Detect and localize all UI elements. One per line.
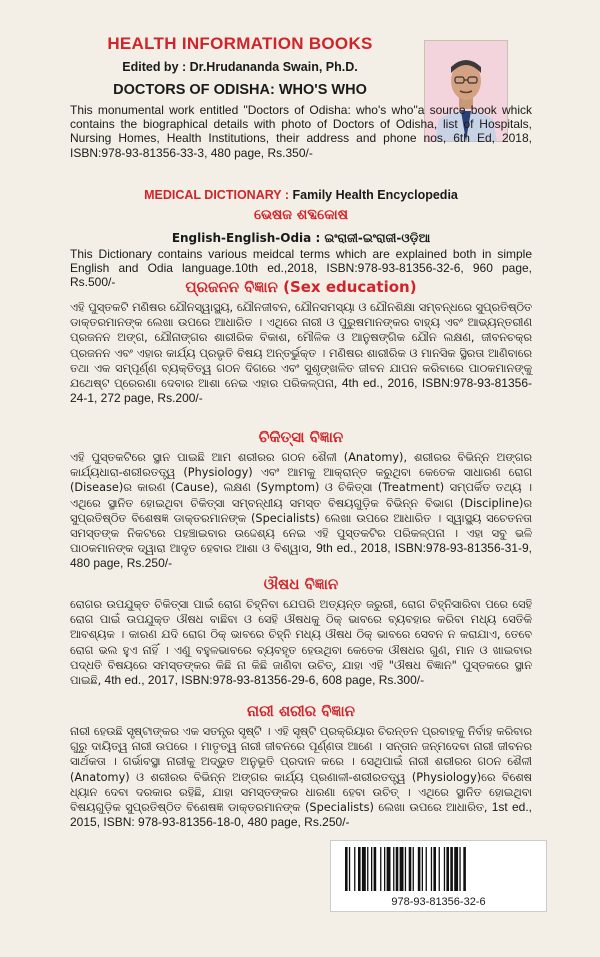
- barcode-bar: [345, 847, 348, 891]
- medicine-description: ଏହି ପୁସ୍ତକଟିରେ ସ୍ଥାନ ପାଇଛି ଆମ ଶରୀରର ଗଠନ ଶୈଳୀ (Anatomy), ଶରୀରର ବିଭିନ୍ନ ଅଙ୍ଗର କାର୍ଯ୍ୟଧାରା-ଶରୀରତତ୍ତ୍ୱ (Physiology) ଏବଂ ଆମକୁ ଆକ୍ରାନ୍ତ କରୁଥିବା କେତେକ ସାଧାରଣ ରୋଗ (Disease)ର କାରଣ (Cause), ଲକ୍ଷଣ (Symptom) ଓ ଚିକିତ୍ସା (Treatment) ସମ୍ପର୍କିତ ତଥ୍ୟ । ଏଥିରେ ସ୍ଥାନିତ ହୋଇଥିବା ଚିକିତ୍ସା ସମ୍ବନ୍ଧୀୟ ସମସ୍ତ ବିଷୟଗୁଡ଼ିକ ବିଭିନ୍ନ ବିଭାଗ (Discipline)ର ସୁପ୍ରତିଷ୍ଠିତ ବିଶେଷଜ୍ଞ ଡାକ୍ତରମାନଙ୍କ (Specialists) ଲେଖା ଉପରେ ଆଧାରିତ । ସ୍ୱାସ୍ଥ୍ୟ ସଚେତନତା ସମସ୍ତଙ୍କ ନିକଟରେ ପହଞ୍ଚାଇବାର ଉଦ୍ଦେଶ୍ୟ ନେଇ ଏହି ପୁସ୍ତକଟିର ପରିକଳ୍ପନା । ଏହା ସବୁ ଭଳି ପାଠକମାନଙ୍କ ଦ୍ୱାରା ଆଦୃତ ହେବାର ଆଶା ଓ ବିଶ୍ୱାସ,: [70, 451, 532, 556]
- medicine-text: [70, 450, 532, 571]
- barcode-bar: [459, 847, 460, 891]
- barcode-bar: [393, 847, 394, 891]
- gynecology-description: ନାରୀ ହେଉଛି ସୃଷ୍ଟାଙ୍କର ଏକ ସତନ୍ତ୍ର ସୃଷ୍ଟି । ଏହି ସୃଷ୍ଟି ପ୍ରକ୍ରିୟାର ଚିରନ୍ତନ ପ୍ରବାହକୁ ନିର୍ବାହ କରିବାର ଗୁରୁ ଦାୟିତ୍ୱ ନାରୀ ଉପରେ । ମାତୃତ୍ୱ ନାରୀ ଜୀବନରେ ପୂର୍ଣ୍ଣତା ଆଣେ । ସନ୍ତାନ ଜନ୍ମଦେବା ନାରୀ ଜୀବନର ସାର୍ଥକତା । ଗର୍ଭାବସ୍ଥା ନାରୀକୁ ଅଦ୍ଭୁତ ଅନୁଭୂତି ପ୍ରଦାନ କରେ । ସେଥିପାଇଁ ନାରୀ ଶରୀରର ଗଠନ ଶୈଳୀ (Anatomy) ଓ ଶରୀରର ବିଭିନ୍ନ ଅଙ୍ଗର କାର୍ଯ୍ୟ ପ୍ରଣାଳୀ-ଶରୀରତତ୍ତ୍ୱ (Physiology)ରେ ବିଶେଷ ଧ୍ୟାନ ଦେବା ଦରକାର ରହିଛି, ଯାହା ସମସ୍ତଙ୍କର ଧାରଣା ହେବା ଉଚିତ୍ । ଏଥିରେ ସ୍ଥାନିତ ହୋଇଥିବା ବିଷୟଗୁଡ଼ିକ ସୁପ୍ରତିଷ୍ଠିତ ବିଶେଷଜ୍ଞ ଡାକ୍ତରମାନଙ୍କ (Specialists) ଲେଖା ଉପରେ ଆଧାରିତ,: [70, 725, 532, 815]
- pharmacology-title: ଔଷଧ ବିଜ୍ଞାନ: [263, 575, 339, 593]
- barcode-bar: [409, 847, 412, 891]
- barcode-bar: [446, 847, 449, 891]
- barcode-bar: [422, 847, 423, 891]
- barcode-bar: [454, 847, 458, 891]
- dictionary-odia-title: ଭେଷଜ ଶବ୍ଦକୋଷ: [253, 207, 349, 223]
- barcode-bar: [354, 847, 355, 891]
- barcode-bar: [413, 847, 414, 891]
- gynecology-pub: 1st ed., 2015, ISBN: 978-93-81356-18-0, 480 page, Rs.250/-: [70, 800, 532, 830]
- dictionary-subtitle: Family Health Encyclopedia: [292, 188, 458, 202]
- doctors-description: This monumental work entitled "Doctors of Odisha: who's who"a source book whick contains the biographical details with photo of Doctors of Odisha, list of Hospitals, Nursing Homes, Health Institutions, their address and phone nos, 6th Ed, 2018, ISBN:978-93-81356-33-3, 480 page, Rs.350/-: [70, 103, 532, 160]
- barcode-icon: [331, 841, 546, 893]
- gynecology-text: [70, 724, 532, 829]
- series-title: HEALTH INFORMATION BOOKS: [107, 34, 373, 53]
- barcode-bar: [400, 847, 404, 891]
- pharmacology-text: [70, 597, 532, 688]
- editor-line: Edited by : Dr.Hrudananda Swain, Ph.D.: [122, 60, 358, 74]
- medicine-title: ଚିକିତ୍ସା ବିଜ୍ଞାନ: [258, 428, 344, 446]
- medicine-pub: 9th ed., 2018, ISBN:978-93-81356-31-9, 480 page, Rs.250/-: [70, 541, 532, 571]
- dictionary-languages: English-English-Odia : ଇଂରାଜୀ-ଇଂରାଜୀ-ଓଡ଼ିଆ: [171, 231, 431, 245]
- barcode-bar: [418, 847, 421, 891]
- barcode-bar: [396, 847, 399, 891]
- barcode-bar: [431, 847, 432, 891]
- pharmacology-pub: 4th ed., 2017, ISBN:978-93-81356-29-6, 608 page, Rs.300/-: [104, 673, 425, 688]
- barcode-bar: [384, 847, 385, 891]
- barcode-bar: [426, 847, 427, 891]
- gynecology-title: ନାରୀ ଶରୀର ବିଜ୍ଞାନ: [247, 702, 355, 720]
- barcode-bar: [374, 847, 377, 891]
- barcode-bar: [463, 847, 466, 891]
- barcode-bar: [371, 847, 372, 891]
- sex-education-text: [70, 300, 532, 405]
- barcode-bar: [358, 847, 361, 891]
- sex-education-description: ଏହି ପୁସ୍ତକଟି ମଣିଷର ଯୌନସ୍ୱାସ୍ଥ୍ୟ, ଯୌନଜୀବନ, ଯୌନସମସ୍ୟା ଓ ଯୌନଶିକ୍ଷା ସମ୍ବନ୍ଧରେ ସୁପ୍ରତିଷ୍ଠିତ ଡାକ୍ତରମାନଙ୍କ ଲେଖା ଉପରେ ଆଧାରିତ । ଏଥିରେ ନାରୀ ଓ ପୁରୁଷମାନଙ୍କର ବାହ୍ୟ ଏବଂ ଆଭ୍ୟନ୍ତରୀଣ ପ୍ରଜନନ ଅଙ୍ଗ, ଯୌନାଙ୍ଗର ଶାରୀରିକ ବିକାଶ, ମୌଳିକ ଓ ଆନୁଷଙ୍ଗିକ ଯୌନ ଲକ୍ଷଣ, ଜୀବନଚକ୍ର ପ୍ରଜନନ ଏବଂ ଏହାର କାର୍ଯ୍ୟ ପ୍ରଭୃତି ବିଷୟ ଅନ୍ତର୍ଭୁକ୍ତ । ମଣିଷର ଶାରୀରିକ ଓ ମାନସିକ ସ୍ଥିରତା ଆଣିବାରେ ତଥା ଏକ ସମ୍ପୂର୍ଣ୍ଣ ବ୍ୟକ୍ତିତ୍ୱ ଗଠନ ଦିଗରେ ଏବଂ ସୁଶୃଙ୍ଖଳିତ ଜୀବନ ଯାପନ କରିବାରେ ପାଠକମାନଙ୍କୁ ଯଥେଷ୍ଟ ପ୍ରେରଣା ଦେବାର ଆଶା ନେଇ ଏହାର ପରିକଳ୍ପନା,: [70, 301, 532, 391]
- dictionary-heading: [70, 188, 532, 202]
- barcode-bar: [362, 847, 366, 891]
- sex-education-title: ପ୍ରଜନନ ବିଜ୍ଞାନ (Sex education): [185, 278, 417, 296]
- barcode-bar: [367, 847, 368, 891]
- pharmacology-description: ରୋଗର ଉପଯୁକ୍ତ ଚିକିତ୍ସା ପାଇଁ ରୋଗ ଚିହ୍ନିବା ଯେପରି ଅତ୍ୟନ୍ତ ଜରୁରୀ, ରୋଗ ଚିହ୍ନିସାରିବା ପରେ ସେହି ରୋଗ ପାଇଁ ଉପଯୁକ୍ତ ଔଷଧ ବାଛିବା ଓ ସେହି ଔଷଧକୁ ଠିକ୍ ଭାବରେ ବ୍ୟବହାର କରିବା ମଧ୍ୟ ସେତିକି ଆବଶ୍ୟକ । କାରଣ ଯଦି ରୋଗ ଠିକ୍ ଭାବରେ ଚିହ୍ନି ମଧ୍ୟ ଔଷଧ ଠିକ୍ ଭାବରେ ସେବନ ନ କରାଯାଏ, ତେବେ ରୋଗ ଭଲ ହୁଏ ନାହିଁ । ଏଣୁ ବହୁଳଭାବରେ ବ୍ୟବହୃତ ହେଉଥିବା କେତେକ ଔଷଧର ଗୁଣ, ମାନ ଓ ଖାଇବାର ପଦ୍ଧତି ବିଷୟରେ ସମସ୍ତଙ୍କର କିଛି ନା କିଛି ଜାଣିବା ଉଚିତ୍, ଯାହା ଏହି "ଔଷଧ ବିଜ୍ଞାନ" ପୁସ୍ତକରେ ସ୍ଥାନ ପାଇଛି,: [70, 598, 532, 688]
- sex-education-pub: 4th ed., 2016, ISBN:978-93-81356-24-1, 272 page, Rs.200/-: [70, 376, 533, 406]
- barcode-bar: [405, 847, 406, 891]
- doctors-book-title: DOCTORS OF ODISHA: WHO'S WHO: [113, 82, 367, 98]
- barcode-bar: [433, 847, 436, 891]
- barcode-bar: [450, 847, 453, 891]
- barcode-bar: [380, 847, 381, 891]
- barcode-number: 978-93-81356-32-6: [391, 896, 486, 908]
- barcode-bar: [349, 847, 350, 891]
- barcode-bar: [387, 847, 391, 891]
- barcode-bar: [444, 847, 445, 891]
- barcode-bar: [439, 847, 440, 891]
- dictionary-label: MEDICAL DICTIONARY :: [144, 188, 290, 202]
- barcode: [330, 840, 547, 912]
- dictionary-description: This Dictionary contains various meidcal terms which are explained both in simple English and Odia language.10th ed.,2018, ISBN:978-93-81356-32-6, 960 page, Rs.500/-: [70, 247, 532, 290]
